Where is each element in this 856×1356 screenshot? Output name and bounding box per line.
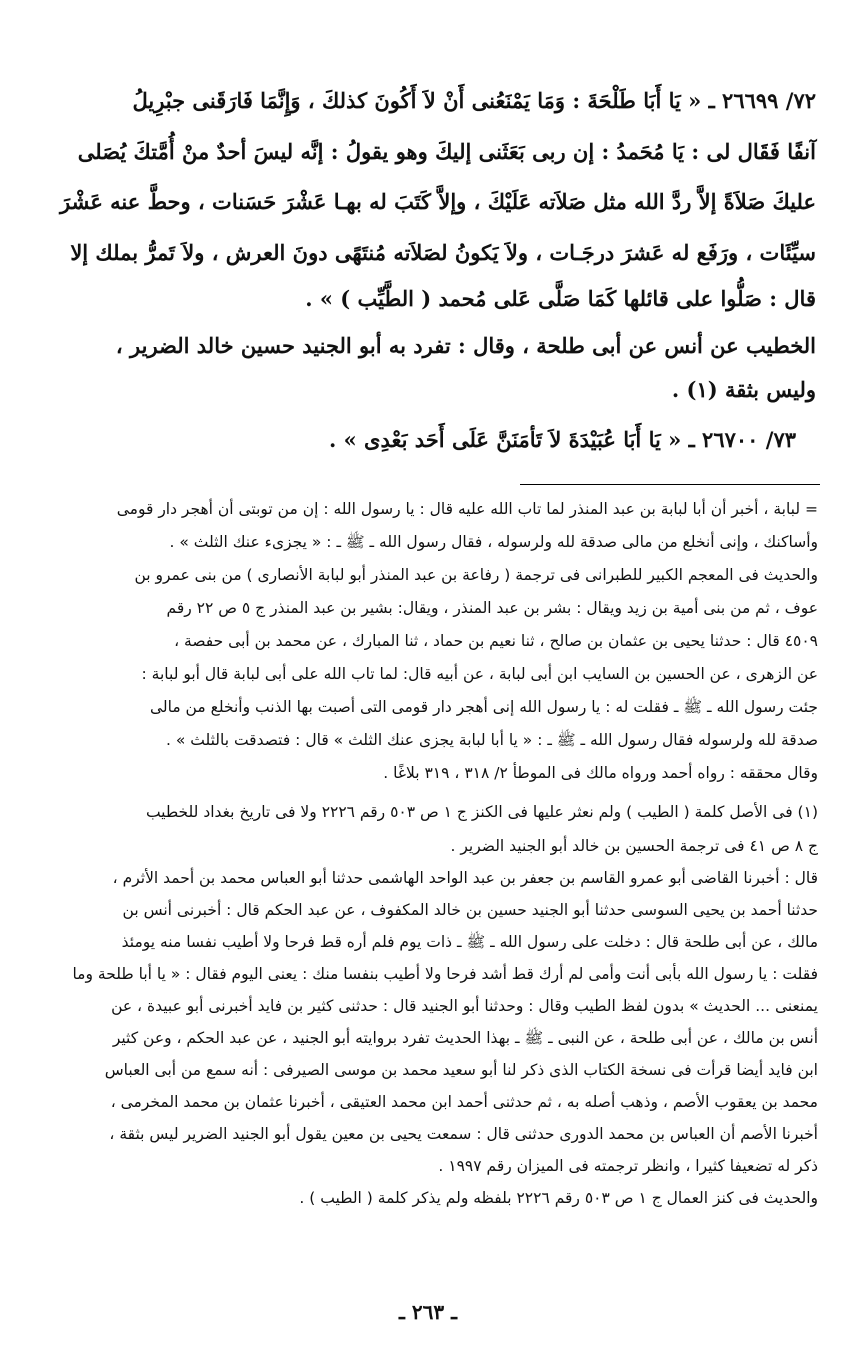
footnote-1-line: حدثنا أحمد بن يحيى السوسى حدثنا أبو الجنيد حسين بن خالد المكفوف ، عن عبد الحكم قال : أخبرنى أنس بن: [122, 901, 818, 919]
footnote-1-line: ذكر له تضعيفا كثيرا ، وانظر ترجمته فى الميزان رقم ١٩٩٧ .: [438, 1157, 818, 1175]
hadith-72-line-1: ٧٢/ ٢٦٦٩٩ ـ « يَا أَبَا طَلْحَةَ : وَمَا يَمْنَعُنى أَنْ لاَ أَكُونَ كذلكَ ، وَإِنَّمَا فَارَقَنى جبْرِيلُ: [132, 88, 816, 113]
hadith-72-line-2: آنفًا فَقَال لى : يَا مُحَمدُ : إن ربى بَعَثَنى إليكَ وهو يقولُ : إنَّه ليسَ أحدٌ منْ أُمَّتكَ يُصَلى: [77, 139, 816, 164]
footnote-1-line: يمنعنى ... الحديث » بدون لفظ الطيب وقال : وحدثنا أبو الجنيد قال : حدثنى كثير بن فايد أخبرنى أبو عبيدة ، عن: [111, 997, 818, 1015]
footnote-1-line: محمد بن يعقوب الأصم ، وذهب أصله به ، ثم حدثنى أحمد ابن محمد العتيقى ، أخبرنا عثمان بن محمد المخرمى ،: [110, 1093, 818, 1111]
footnote-1-line: والحديث فى كنز العمال ج ١ ص ٥٠٣ رقم ٢٢٢٦ بلفظه ولم يذكر كلمة ( الطيب ) .: [299, 1189, 818, 1207]
footnote-line: وقال محققه : رواه أحمد ورواه مالك فى الموطأ ٢/ ٣١٨ ، ٣١٩ بلاغًا .: [383, 764, 818, 782]
footnote-1-line: ابن فايد أيضا قرأت فى نسخة الكتاب الذى ذكر لنا أبو سعيد محمد بن موسى الصيرفى : أنه سمع من أبى العباس: [104, 1061, 818, 1079]
footnote-line: عن الزهرى ، عن الحسين بن السايب ابن أبى لبابة ، عن أبيه قال: لما تاب الله على أبى لبابة قال أبو لبابة :: [141, 665, 818, 683]
hadith-72-line-3: عليكَ صَلاَةً إلاَّ ردَّ الله مثل صَلاَته عَلَيْكَ ، وإلاَّ كَتَبَ له بهـا عَشْرَ حَسَنات ، وحطَّ عنه عَشْرَ: [60, 189, 816, 214]
footnote-1-line: ج ٨ ص ٤١ فى ترجمة الحسين بن خالد أبو الجنيد الضرير .: [450, 837, 818, 855]
footnote-line: عوف ، ثم من بنى أمية بن زيد ويقال : بشر بن عبد المنذر ، ويقال: بشير بن عبد المنذر ج ٥ ص ٢٢ رقم: [166, 599, 818, 617]
hadith-72-line-5: قال : صَلُّوا على قائلها كَمَا صَلَّى عَلى مُحمد ( الطَّيِّب ) » .: [305, 286, 816, 311]
page-number: ـ ٢٦٣ ـ: [399, 1300, 457, 1324]
footnote-line: = لبابة ، أخبر أن أبا لبابة بن عبد المنذر لما تاب الله عليه قال : يا رسول الله : إن من توبتى أن أهجر دار قومى: [116, 500, 818, 518]
hadith-73: ٧٣/ ٢٦٧٠٠ ـ « يَا أَبَا عُبَيْدَةَ لاَ تَأمَنَنَّ عَلَى أَحَد بَعْدِى » .: [328, 427, 796, 452]
footnote-1-line: (١) فى الأصل كلمة ( الطيب ) ولم نعثر عليها فى الكنز ج ١ ص ٥٠٣ رقم ٢٢٢٦ ولا فى تاريخ بغداد للخطيب: [145, 803, 818, 821]
source-line-2: وليس بثقة (١) .: [671, 377, 816, 402]
hadith-72-line-4: سيِّئَات ، ورَفَع له عَشرَ درجَـات ، ولاَ يَكونُ لصَلاَته مُنتَهًى دونَ العرش ، ولاَ تَمرُّ بملك إلا: [70, 240, 816, 265]
footnote-1-line: مالك ، عن أبى طلحة قال : دخلت على رسول الله ـ ﷺ ـ ذات يوم فلم أره قط فرحا ولا أطيب نفسا منه يومئذ: [121, 933, 818, 951]
source-line-1: الخطيب عن أنس عن أبى طلحة ، وقال : تفرد به أبو الجنيد حسين خالد الضرير ،: [115, 333, 816, 358]
footnote-1-line: قال : أخبرنا القاضى أبو عمرو القاسم بن جعفر بن عبد الواحد الهاشمى حدثنا أبو العباس محمد بن أحمد الأثرم ،: [112, 869, 818, 887]
footnote-line: والحديث فى المعجم الكبير للطبرانى فى ترجمة ( رفاعة بن عبد المنذر أبو لبابة الأنصارى ) من بنى عمرو بن: [134, 566, 818, 584]
footnote-1-line: أخبرنا الأصم أن العباس بن محمد الدورى حدثنى قال : سمعت يحيى بن معين يقول أبو الجنيد الضرير ليس بثقة ،: [109, 1125, 818, 1143]
footnote-line: ٤٥٠٩ قال : حدثنا يحيى بن عثمان بن صالح ، ثنا نعيم بن حماد ، ثنا المبارك ، عن محمد بن أبى حفصة ،: [174, 632, 818, 650]
footnote-line: جئت رسول الله ـ ﷺ ـ فقلت له : يا رسول الله إنى أهجر دار قومى التى أصبت بها الذنب وأنخلع من مالى: [149, 698, 818, 716]
footnote-1-line: أنس بن مالك ، عن أبى طلحة ، عن النبى ـ ﷺ ـ بهذا الحديث تفرد بروايته أبو الجنيد ، عن عبد الحكم ، وعن كثير: [112, 1029, 818, 1047]
footnote-1-line: فقلت : يا رسول الله بأبى أنت وأمى لم أرك قط أشد فرحا ولا أطيب بنفسا منك : يعنى اليوم فقال : « يا أبا طلحة وما: [72, 965, 818, 983]
footnote-line: صدقة لله ولرسوله فقال رسول الله ـ ﷺ ـ : « يا أبا لبابة يجزى عنك الثلث » قال : فتصدقت بالثلث » .: [165, 731, 818, 749]
footnote-line: وأساكنك ، وإنى أنخلع من مالى صدقة لله ولرسوله ، فقال رسول الله ـ ﷺ ـ : « يجزىء عنك الثلث » .: [169, 533, 818, 551]
footnote-separator: [520, 484, 820, 485]
